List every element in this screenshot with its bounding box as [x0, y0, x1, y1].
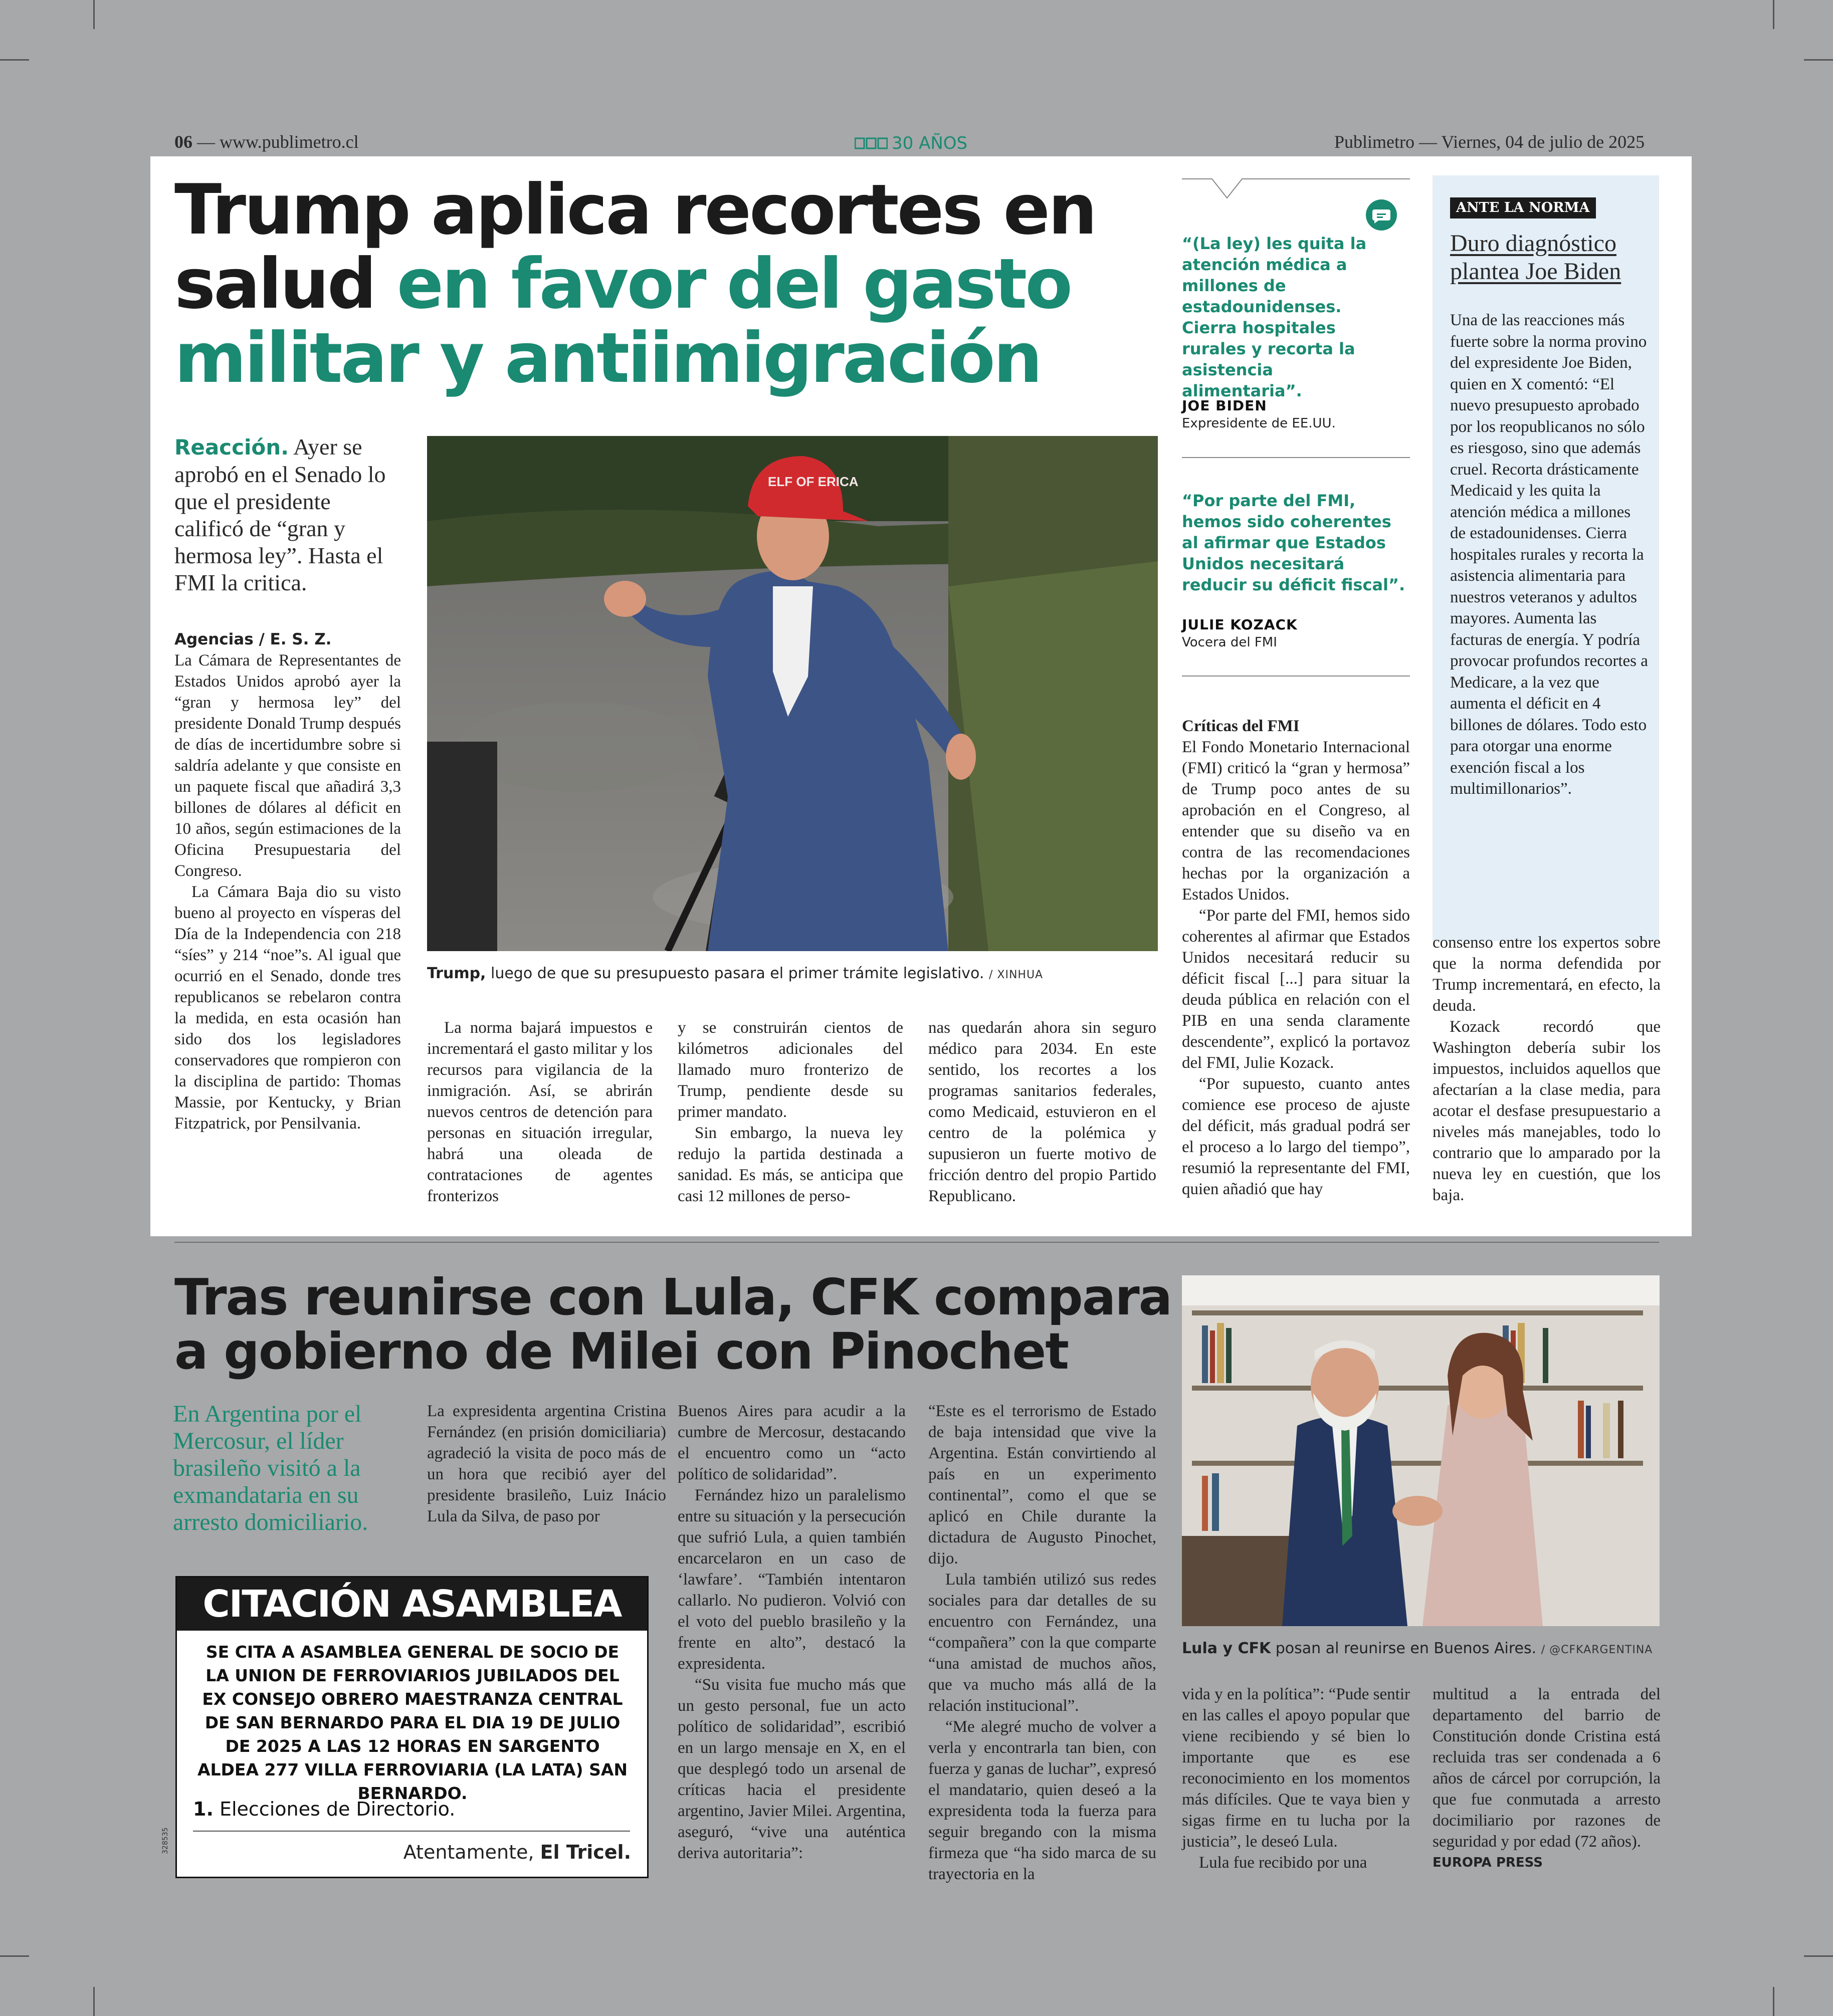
sidebar-text: Una de las reacciones más fuerte sobre la norma provino del expresidente Joe Biden, quien en X comentó: “El nuevo presupuesto aprobado por los reopublicanos no sólo es riesgoso, sino que además cruel. Recorta drásticamente Medicaid y les quita la atención médica a millones de estadounidenses. Cierra hospitales rurales y recorta la asistencia alimentaria para nuestros veteranos y adultos mayores. Aumenta las facturas de energía. Y podría provocar profundos recortes a Medicare, a la vez que aumenta el déficit en 4 billones de dólares. Todo esto para otorgar una enorme exención fiscal a los multimillonarios”.	[1450, 311, 1648, 798]
site-url: — www.publimetro.cl	[197, 132, 359, 152]
biden-quote-name: JOE BIDEN	[1182, 397, 1267, 414]
sidebar-title: Duro diagnóstico plantea Joe Biden	[1450, 230, 1621, 285]
lula-cfk-photo-illustration	[1182, 1275, 1660, 1626]
body-paragraph: “Me alegré mucho de volver a verla y encontrarla tan bien, con fuerza y ganas de luchar”, expresó el mandatario, quien deseó a la expresidenta toda la fuerza para seguir bregando con la misma firmeza que “ha sido marca de su trayectoria en la	[928, 1718, 1156, 1883]
divider	[1182, 676, 1410, 677]
body-paragraph: Sin embargo, la nueva ley redujo la partida destinada a sanidad. Es más, se anticipa que casi 12 millones de perso-	[678, 1124, 903, 1205]
story-separator	[174, 1242, 1659, 1243]
kozack-quote-role: Vocera del FMI	[1182, 635, 1277, 650]
dek-text: Ayer se aprobó en el Senado lo que el presidente calificó de “gran y hermosa ley”. Hasta el FMI la critica.	[174, 434, 386, 595]
biden-quote: “(La ley) les quita la atención médica a millones de estadounidenses. Cierra hospitales rurales y recorta la asistencia alimentaria”.	[1182, 234, 1367, 400]
body-paragraph: La Cámara de Representantes de Estados Unidos aprobó ayer la “gran y hermosa ley” del presidente Donald Trump después de días de incertidumbre sobre si saldría adelante y que consiste en un paquete fiscal que añadirá 3,3 billones de dólares al déficit en 10 años, según estimaciones de la Oficina Presupuestaria del Congreso.	[174, 651, 401, 880]
body-paragraph: Fernández hizo un paralelismo entre su situación y la persecución que sufrió Lula, a quien también encarcelaron en un caso de ‘lawfare’. “También intentaron callarlo. No pudieron. Volvió con el voto del pueblo brasileño y la frente en alto”, destacó la expresidenta.	[678, 1486, 906, 1673]
second-story-dek: En Argentina por el Mercosur, el líder brasileño visitó a la exmandataria en su arresto domiciliario.	[173, 1401, 368, 1535]
sidebar-badge: ANTE LA NORMA	[1450, 197, 1596, 218]
body-paragraph: Kozack recordó que Washington debería subir los impuestos, incluidos aquellos que afectarían a la clase media, para acotar el desfase presupuestario a niveles más manejables, todo lo contrario que lo amparado por la nueva ley en cuestión, que los baja.	[1433, 1018, 1661, 1204]
kozack-quote-name: JULIE KOZACK	[1182, 616, 1298, 633]
fmi-subhead: Críticas del FMI	[1182, 717, 1300, 735]
body-paragraph: “Por parte del FMI, hemos sido coherentes al afirmar que Estados Unidos necesitará reducir su déficit fiscal [...] para situar la deuda pública en relación con el PIB en una senda claramente descendente”, explicó la portavoz del FMI, Julie Kozack.	[1182, 907, 1410, 1072]
body-paragraph: y se construirán cientos de kilómetros adicionales del llamado muro fronterizo de Trump, pendiente desde su primer mandato.	[678, 1019, 903, 1121]
lula-cfk-photo	[1182, 1275, 1660, 1626]
story1-column-3	[678, 1017, 903, 1207]
divider	[1182, 457, 1410, 458]
story1-column-6	[1433, 932, 1661, 1206]
kozack-quote: “Por parte del FMI, hemos sido coherentes al afirmar que Estados Unidos necesitará reducir su déficit fiscal”.	[1182, 491, 1405, 594]
body-paragraph: vida y en la política”: “Pude sentir en las calles el apoyo popular que viene recibiendo y sé bien lo importante que es ese reconocimiento en los momentos más difíciles. Que te vaya bien y sigas firme en tu lucha por la justicia”, le deseó Lula.	[1182, 1685, 1410, 1851]
body-paragraph: consenso entre los expertos sobre que la norma defendida por Trump incrementará, en efecto, la deuda.	[1433, 934, 1661, 1015]
agency-credit: EUROPA PRESS	[1433, 1855, 1543, 1870]
body-paragraph: El Fondo Monetario Internacional (FMI) criticó la “gran y hermosa” de Trump poco antes de su aprobación en el Congreso, al entender que su diseño va en contra de las recomendaciones hechas por la organización a Estados Unidos.	[1182, 738, 1410, 904]
caption-subject: Lula y CFK	[1182, 1640, 1271, 1657]
body-paragraph: Lula también utilizó sus redes sociales para dar detalles de su encuentro con Fernández, una “compañera” con la que comparte “una amistad de muchos años, que va mucho más allá de la relación institucional”.	[928, 1571, 1156, 1715]
body-paragraph: “Este es el terrorismo de Estado de baja intensidad que vive la Argentina. Están convirtiendo al país en un experimento continental”, como el que se aplicó en Chile durante la dictadura de Augusto Pinochet, dijo.	[928, 1402, 1156, 1567]
story-dek	[174, 433, 395, 596]
lula-cfk-caption	[1182, 1640, 1663, 1657]
body-paragraph: “Por supuesto, cuanto antes comience ese proceso de ajuste del déficit, más gradual podrá ser el proceso a lo largo del tiempo”, resumió la representante del FMI, quien añadió que hay	[1182, 1075, 1410, 1198]
story1-column-2	[427, 1017, 653, 1207]
ad-divider	[193, 1831, 630, 1832]
crop-mark	[93, 0, 95, 29]
second-headline: Tras reunirse con Lula, CFK compara a gobierno de Milei con Pinochet	[174, 1268, 1172, 1381]
crop-mark	[1804, 59, 1833, 61]
headline-black: Trump aplica recortes en salud	[174, 169, 1096, 324]
ad-signature	[403, 1841, 631, 1863]
speech-bubble-icon	[1366, 199, 1397, 231]
body-paragraph: La Cámara Baja dio su visto bueno al proyecto en vísperas del Día de la Independencia con 218 “síes” y 214 “noe”s. Al igual que ocurrió en el Senado, donde tres republicanos se rebelaron contra la medida, en esta ocasión han sido dos los legisladores conservadores que rompieron con la disciplina de partido: Thomas Massie, por Kentucky, y Brian Fitzpatrick, por Pensilvania.	[174, 883, 401, 1133]
trump-photo	[427, 436, 1158, 951]
story1-column-1	[174, 629, 401, 1134]
biden-quote-role: Expresidente de EE.UU.	[1182, 416, 1336, 431]
ad-sign-prefix: Atentamente,	[403, 1841, 540, 1863]
story1-column-5	[1182, 716, 1410, 1200]
ad-code: 328535	[161, 1827, 169, 1854]
page-folio	[174, 131, 359, 153]
ad-item-text: Elecciones de Directorio.	[213, 1798, 456, 1820]
ad-item-number: 1.	[193, 1798, 214, 1820]
assembly-notice-ad	[175, 1576, 649, 1878]
ad-sign-name: El Tricel.	[540, 1841, 631, 1863]
body-paragraph: Buenos Aires para acudir a la cumbre de Mercosur, destacando el encuentro como un “acto político de solidaridad”.	[678, 1402, 906, 1483]
anniversary-text: 30 AÑOS	[892, 133, 968, 153]
crop-mark	[0, 59, 29, 61]
crop-mark	[1773, 1987, 1774, 2016]
anniversary-logo	[855, 133, 967, 153]
main-headline	[174, 169, 1177, 398]
crop-mark	[93, 1987, 95, 2016]
story1-column-4	[928, 1017, 1156, 1207]
photo-credit: / @CFKARGENTINA	[1541, 1644, 1653, 1656]
ad-body: SE CITA A ASAMBLEA GENERAL DE SOCIO DE LA UNION DE FERROVIARIOS JUBILADOS DEL EX CONSEJO OBRERO MAESTRANZA CENTRAL DE SAN BERNARDO PARA EL DIA 19 DE JULIO DE 2025 A LAS 12 HORAS EN SARGENTO ALDEA 277 VILLA FERROVIARIA (LA LATA) SAN BERNARDO.	[197, 1642, 628, 1803]
dateline: Publimetro — Viernes, 04 de julio de 2025	[1334, 132, 1645, 152]
story2-column-1	[427, 1401, 666, 1527]
story2-column-2	[678, 1401, 906, 1864]
caption-text: luego de que su presupuesto pasara el primer trámite legislativo.	[486, 965, 984, 982]
photo-credit: / XINHUA	[988, 969, 1044, 981]
body-paragraph: multitud a la entrada del departamento del barrio de Constitución donde Cristina está recluida tras ser condenada a 6 años de cárcel por corrupción, la que fue conmutada a arresto docimiliario por razones de seguridad y por edad (72 años).	[1433, 1685, 1661, 1851]
crop-mark	[0, 1955, 29, 1957]
body-paragraph: “Su visita fue mucho más que un gesto personal, fue un acto político de solidaridad”, escribió en un largo mensaje en X, en el que desplegó todo un arsenal de críticas hacia el presidente argentino, Javier Milei. Argentina, aseguró, “vive una auténtica deriva autoritaria”:	[678, 1676, 906, 1862]
caption-subject: Trump,	[427, 965, 486, 982]
story2-column-4	[1182, 1684, 1410, 1873]
hat-text: ELF OF ERICA	[768, 474, 859, 489]
story2-column-3	[928, 1401, 1156, 1885]
crop-mark	[1804, 1955, 1833, 1957]
caption-text: posan al reunirse en Buenos Aires.	[1271, 1640, 1537, 1657]
byline: Agencias / E. S. Z.	[174, 630, 332, 648]
trump-photo-illustration	[427, 436, 1158, 951]
body-paragraph: nas quedarán ahora sin seguro médico para 2034. En este sentido, los recortes a los programas sanitarios federales, como Medicaid, estuvieron en el centro de la polémica y supusieron un fuerte motivo de fricción dentro del propio Partido Republicano.	[928, 1019, 1156, 1205]
page-number: 06	[174, 132, 192, 152]
ad-agenda-item	[193, 1798, 455, 1820]
publimetro-icon	[855, 137, 888, 150]
ad-title: CITACIÓN ASAMBLEA	[177, 1578, 647, 1631]
crop-mark	[1773, 0, 1774, 29]
story2-column-5	[1433, 1684, 1661, 1873]
trump-photo-caption	[427, 965, 1159, 982]
body-paragraph: La expresidenta argentina Cristina Fernández (en prisión domiciliaria) agradeció la visita de poco más de un hora que recibió ayer del presidente brasileño, Luiz Inácio Lula da Silva, de paso por	[427, 1402, 666, 1525]
body-paragraph: Lula fue recibido por una	[1199, 1854, 1367, 1872]
body-paragraph: La norma bajará impuestos e incrementará el gasto militar y los recursos para vigilancia de la inmigración. Así, se abrirán nuevos centros de detención para personas en situación irregular, habrá una oleada de contrataciones de agentes fronterizos	[427, 1019, 653, 1205]
headline-green: en favor del gasto militar y antiimigración	[174, 244, 1071, 398]
dek-kicker: Reacción.	[174, 435, 289, 460]
